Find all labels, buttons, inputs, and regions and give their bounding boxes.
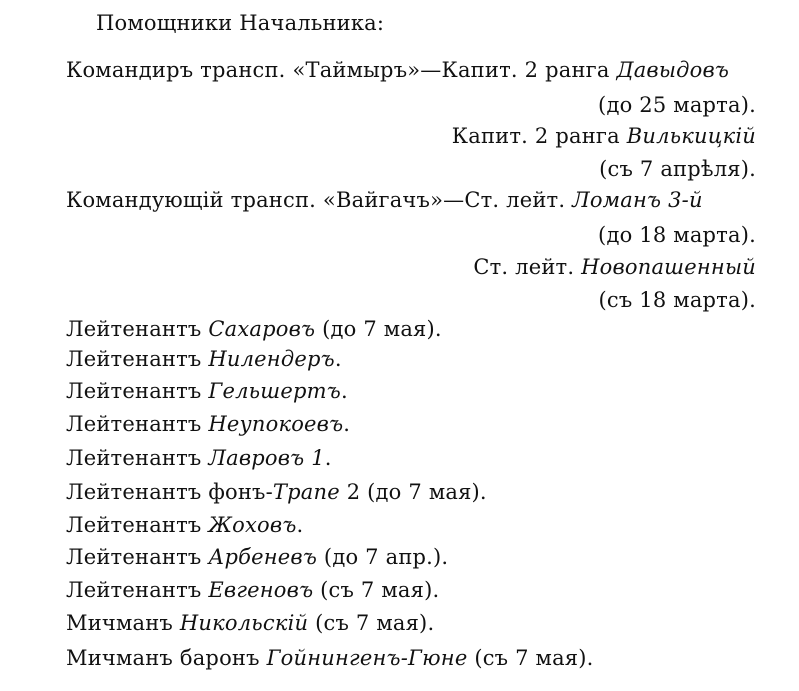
officer-name: Арбеневъ: [208, 545, 318, 569]
officer-name: Гойнингенъ-Гюне: [266, 646, 468, 670]
officer-note: (съ 7 мая).: [313, 578, 440, 602]
officer-note: .: [343, 412, 351, 436]
officer-rank: Лейтенантъ: [66, 578, 209, 602]
officer-rank: Мичманъ: [66, 611, 180, 635]
vaigach-commander-prefix: Командующій трансп. «Вайгачъ»—Ст. лейт.: [66, 188, 573, 212]
officer-name: Неупокоевъ: [208, 412, 344, 436]
officer-name: Лавровъ 1: [208, 446, 325, 470]
officer-rank: Лейтенантъ: [66, 513, 209, 537]
vaigach-successor-date: (съ 18 марта).: [598, 288, 756, 312]
officer-rank: Лейтенантъ: [66, 545, 209, 569]
list-item: [66, 315, 442, 343]
taimyr-successor-name: Вилькицкій: [626, 124, 756, 148]
section-heading: Помощники Начальника:: [96, 11, 385, 35]
officer-note: .: [324, 446, 332, 470]
officer-name: Траne: [272, 480, 340, 504]
officer-note: (до 7 мая).: [315, 317, 442, 341]
officer-name: Гельшертъ: [208, 379, 341, 403]
list-item: [66, 511, 303, 539]
list-item: [66, 576, 439, 604]
vaigach-successor-line: [473, 253, 756, 281]
officer-name: Сахаровъ: [208, 317, 316, 341]
officer-note: .: [340, 379, 348, 403]
list-item: [66, 478, 487, 506]
taimyr-commander-date: (до 25 марта).: [598, 93, 756, 117]
officer-name: Жоховъ: [208, 513, 297, 537]
officer-note: (съ 7 мая).: [467, 646, 594, 670]
vaigach-commander-name: Ломанъ 3-й: [572, 188, 703, 212]
officer-note: (съ 7 мая).: [308, 611, 435, 635]
officer-note: (до 7 апр.).: [317, 545, 449, 569]
officer-note: 2 (до 7 мая).: [339, 480, 487, 504]
list-item: [66, 444, 332, 472]
officer-rank: Лейтенантъ: [66, 317, 209, 341]
officer-name: Никольскій: [179, 611, 309, 635]
list-item: [66, 644, 594, 672]
taimyr-commander-prefix: Командиръ трансп. «Таймыръ»—Капит. 2 ранга: [66, 58, 617, 82]
vaigach-successor-prefix: Ст. лейт.: [473, 255, 582, 279]
vaigach-successor-name: Новопашенный: [581, 255, 756, 279]
list-item: [66, 377, 348, 405]
officer-rank: Мичманъ баронъ: [66, 646, 267, 670]
officer-note: .: [334, 347, 342, 371]
officer-note: .: [296, 513, 304, 537]
taimyr-commander-line: [66, 56, 729, 84]
taimyr-successor-prefix: Капит. 2 ранга: [451, 124, 627, 148]
officer-name: Нилендеръ: [208, 347, 335, 371]
vaigach-commander-line: [66, 186, 703, 214]
officer-rank: Лейтенантъ: [66, 379, 209, 403]
list-item: [66, 543, 448, 571]
taimyr-successor-date: (съ 7 апрѣля).: [599, 157, 756, 181]
list-item: [66, 345, 342, 373]
taimyr-commander-name: Давыдовъ: [616, 58, 730, 82]
vaigach-commander-date: (до 18 марта).: [598, 223, 756, 247]
taimyr-successor-line: [452, 122, 756, 150]
list-item: [66, 410, 350, 438]
officer-rank: Лейтенантъ фонъ-: [66, 480, 273, 504]
list-item: [66, 609, 434, 637]
officer-name: Евгеновъ: [208, 578, 314, 602]
officer-rank: Лейтенантъ: [66, 347, 209, 371]
officer-rank: Лейтенантъ: [66, 446, 209, 470]
officer-rank: Лейтенантъ: [66, 412, 209, 436]
